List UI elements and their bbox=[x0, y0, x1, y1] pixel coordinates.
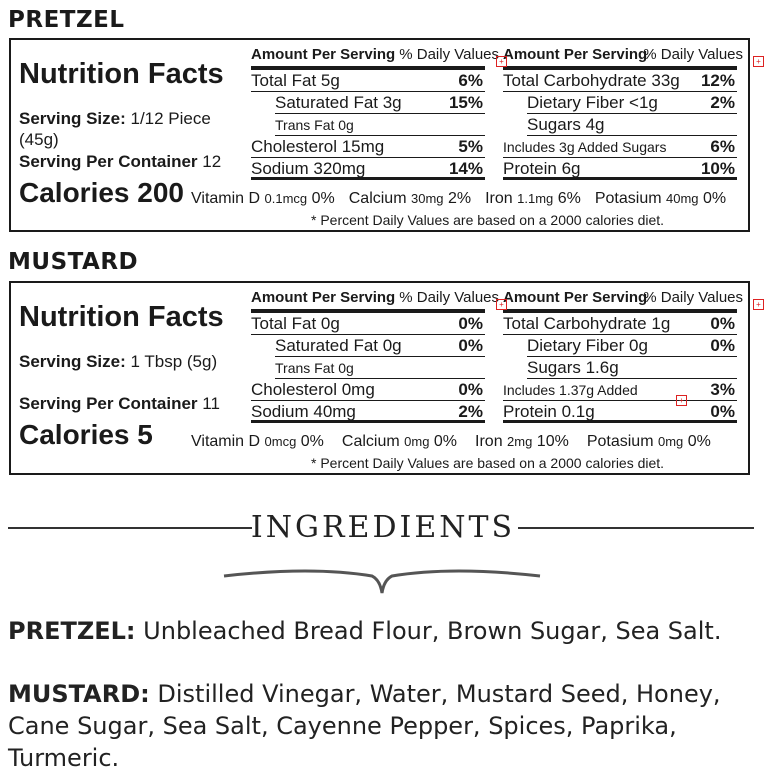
nutrient-row: Cholesterol 15mg 5% bbox=[251, 137, 483, 156]
vitamin-d: Vitamin D 0mcg 0% bbox=[191, 433, 324, 450]
nutrient-row: Sodium 320mg 14% bbox=[251, 159, 483, 178]
column-header: Amount Per Serving % Daily Values bbox=[503, 46, 737, 70]
nutrient-row: Sugars 4g bbox=[527, 114, 737, 136]
pretzel-nutrition-panel bbox=[9, 38, 761, 232]
potasium: Potasium 0mg 0% bbox=[586, 433, 711, 450]
column-header: Amount Per Serving % Daily Values bbox=[251, 46, 485, 70]
nutrition-facts-title: Nutrition Facts bbox=[19, 58, 224, 90]
nutrient-row: Total Fat 5g 6% bbox=[251, 71, 483, 90]
footnote: * Percent Daily Values are based on a 2000 calories diet. bbox=[311, 212, 665, 228]
iron: Iron 1.1mg 6% bbox=[485, 190, 581, 207]
nutrient-row: Sugars 1.6g bbox=[527, 357, 737, 379]
nutrient-row: Total Carbohydrate 33g 12% bbox=[503, 71, 735, 90]
mustard-nutrition-panel bbox=[9, 281, 761, 475]
calories: Calories 200 bbox=[19, 177, 184, 208]
nutrient-row: Cholesterol 0mg 0% bbox=[251, 380, 483, 399]
vitamins-row bbox=[191, 190, 726, 208]
left-nutrient-column bbox=[251, 289, 499, 423]
nutrient-row: Includes 3g Added Sugars 6% bbox=[503, 137, 735, 156]
footnote: * Percent Daily Values are based on a 2000 calories diet. bbox=[311, 455, 665, 471]
calcium: Calcium 0mg 0% bbox=[341, 433, 458, 450]
anchor-marker-icon: + bbox=[496, 56, 507, 67]
pretzel-section-title: PRETZEL bbox=[8, 7, 125, 33]
serving-size: Serving Size: 1/12 Piece (45g) bbox=[19, 109, 211, 149]
anchor-marker-icon: + bbox=[753, 56, 764, 67]
nutrient-row: Saturated Fat 3g 15% bbox=[275, 93, 483, 112]
nutrient-row: Trans Fat 0g bbox=[275, 357, 485, 379]
iron: Iron 2mg 10% bbox=[475, 433, 569, 450]
left-nutrient-column bbox=[251, 46, 499, 180]
potasium: Potasium 40mg 0% bbox=[594, 190, 727, 207]
mustard-section-title: MUSTARD bbox=[8, 249, 139, 275]
nutrient-row: Dietary Fiber <1g 2% bbox=[527, 93, 735, 112]
nutrient-row: Trans Fat 0g bbox=[275, 114, 485, 136]
ingredients-mustard: MUSTARD: Distilled Vinegar, Water, Mustard Seed, Honey, Cane Sugar, Sea Salt, Cayenne Pepper, Spices, Paprika, Turmeric. bbox=[8, 680, 721, 772]
nutrient-row: Saturated Fat 0g 0% bbox=[275, 336, 483, 355]
vitamin-d: Vitamin D 0.1mcg 0% bbox=[191, 190, 335, 207]
nutrient-row: Total Carbohydrate 1g 0% bbox=[503, 314, 735, 333]
nutrient-row: Protein 6g 10% bbox=[503, 159, 735, 178]
ingredients-pretzel: PRETZEL: Unbleached Bread Flour, Brown Sugar, Sea Salt. bbox=[8, 617, 722, 645]
serving-size: Serving Size: 1 Tbsp (5g) bbox=[19, 352, 218, 371]
vitamins-row bbox=[191, 433, 711, 451]
divider-right bbox=[518, 527, 754, 529]
anchor-marker-icon: + bbox=[676, 395, 687, 406]
servings-per-container: Serving Per Container 11 bbox=[19, 394, 220, 413]
ingredients-title: INGREDIENTS bbox=[250, 510, 516, 545]
nutrient-row: Total Fat 0g 0% bbox=[251, 314, 483, 333]
right-nutrient-column bbox=[503, 289, 743, 423]
nutrient-row: Sodium 40mg 2% bbox=[251, 402, 483, 421]
nutrient-row: Protein 0.1g 0% bbox=[503, 402, 735, 421]
column-header: Amount Per Serving % Daily Values bbox=[503, 289, 737, 313]
calcium: Calcium 30mg 2% bbox=[348, 190, 472, 207]
nutrient-row: Dietary Fiber 0g 0% bbox=[527, 336, 735, 355]
flourish-ornament bbox=[222, 566, 542, 598]
nutrition-facts-title: Nutrition Facts bbox=[19, 301, 224, 333]
right-nutrient-column bbox=[503, 46, 743, 180]
calories: Calories 5 bbox=[19, 419, 153, 450]
anchor-marker-icon: + bbox=[496, 299, 507, 310]
column-header: Amount Per Serving % Daily Values bbox=[251, 289, 485, 313]
nutrient-row: Includes 1.37g Added 3% bbox=[503, 380, 735, 399]
anchor-marker-icon: + bbox=[753, 299, 764, 310]
servings-per-container: Serving Per Container 12 bbox=[19, 152, 222, 171]
